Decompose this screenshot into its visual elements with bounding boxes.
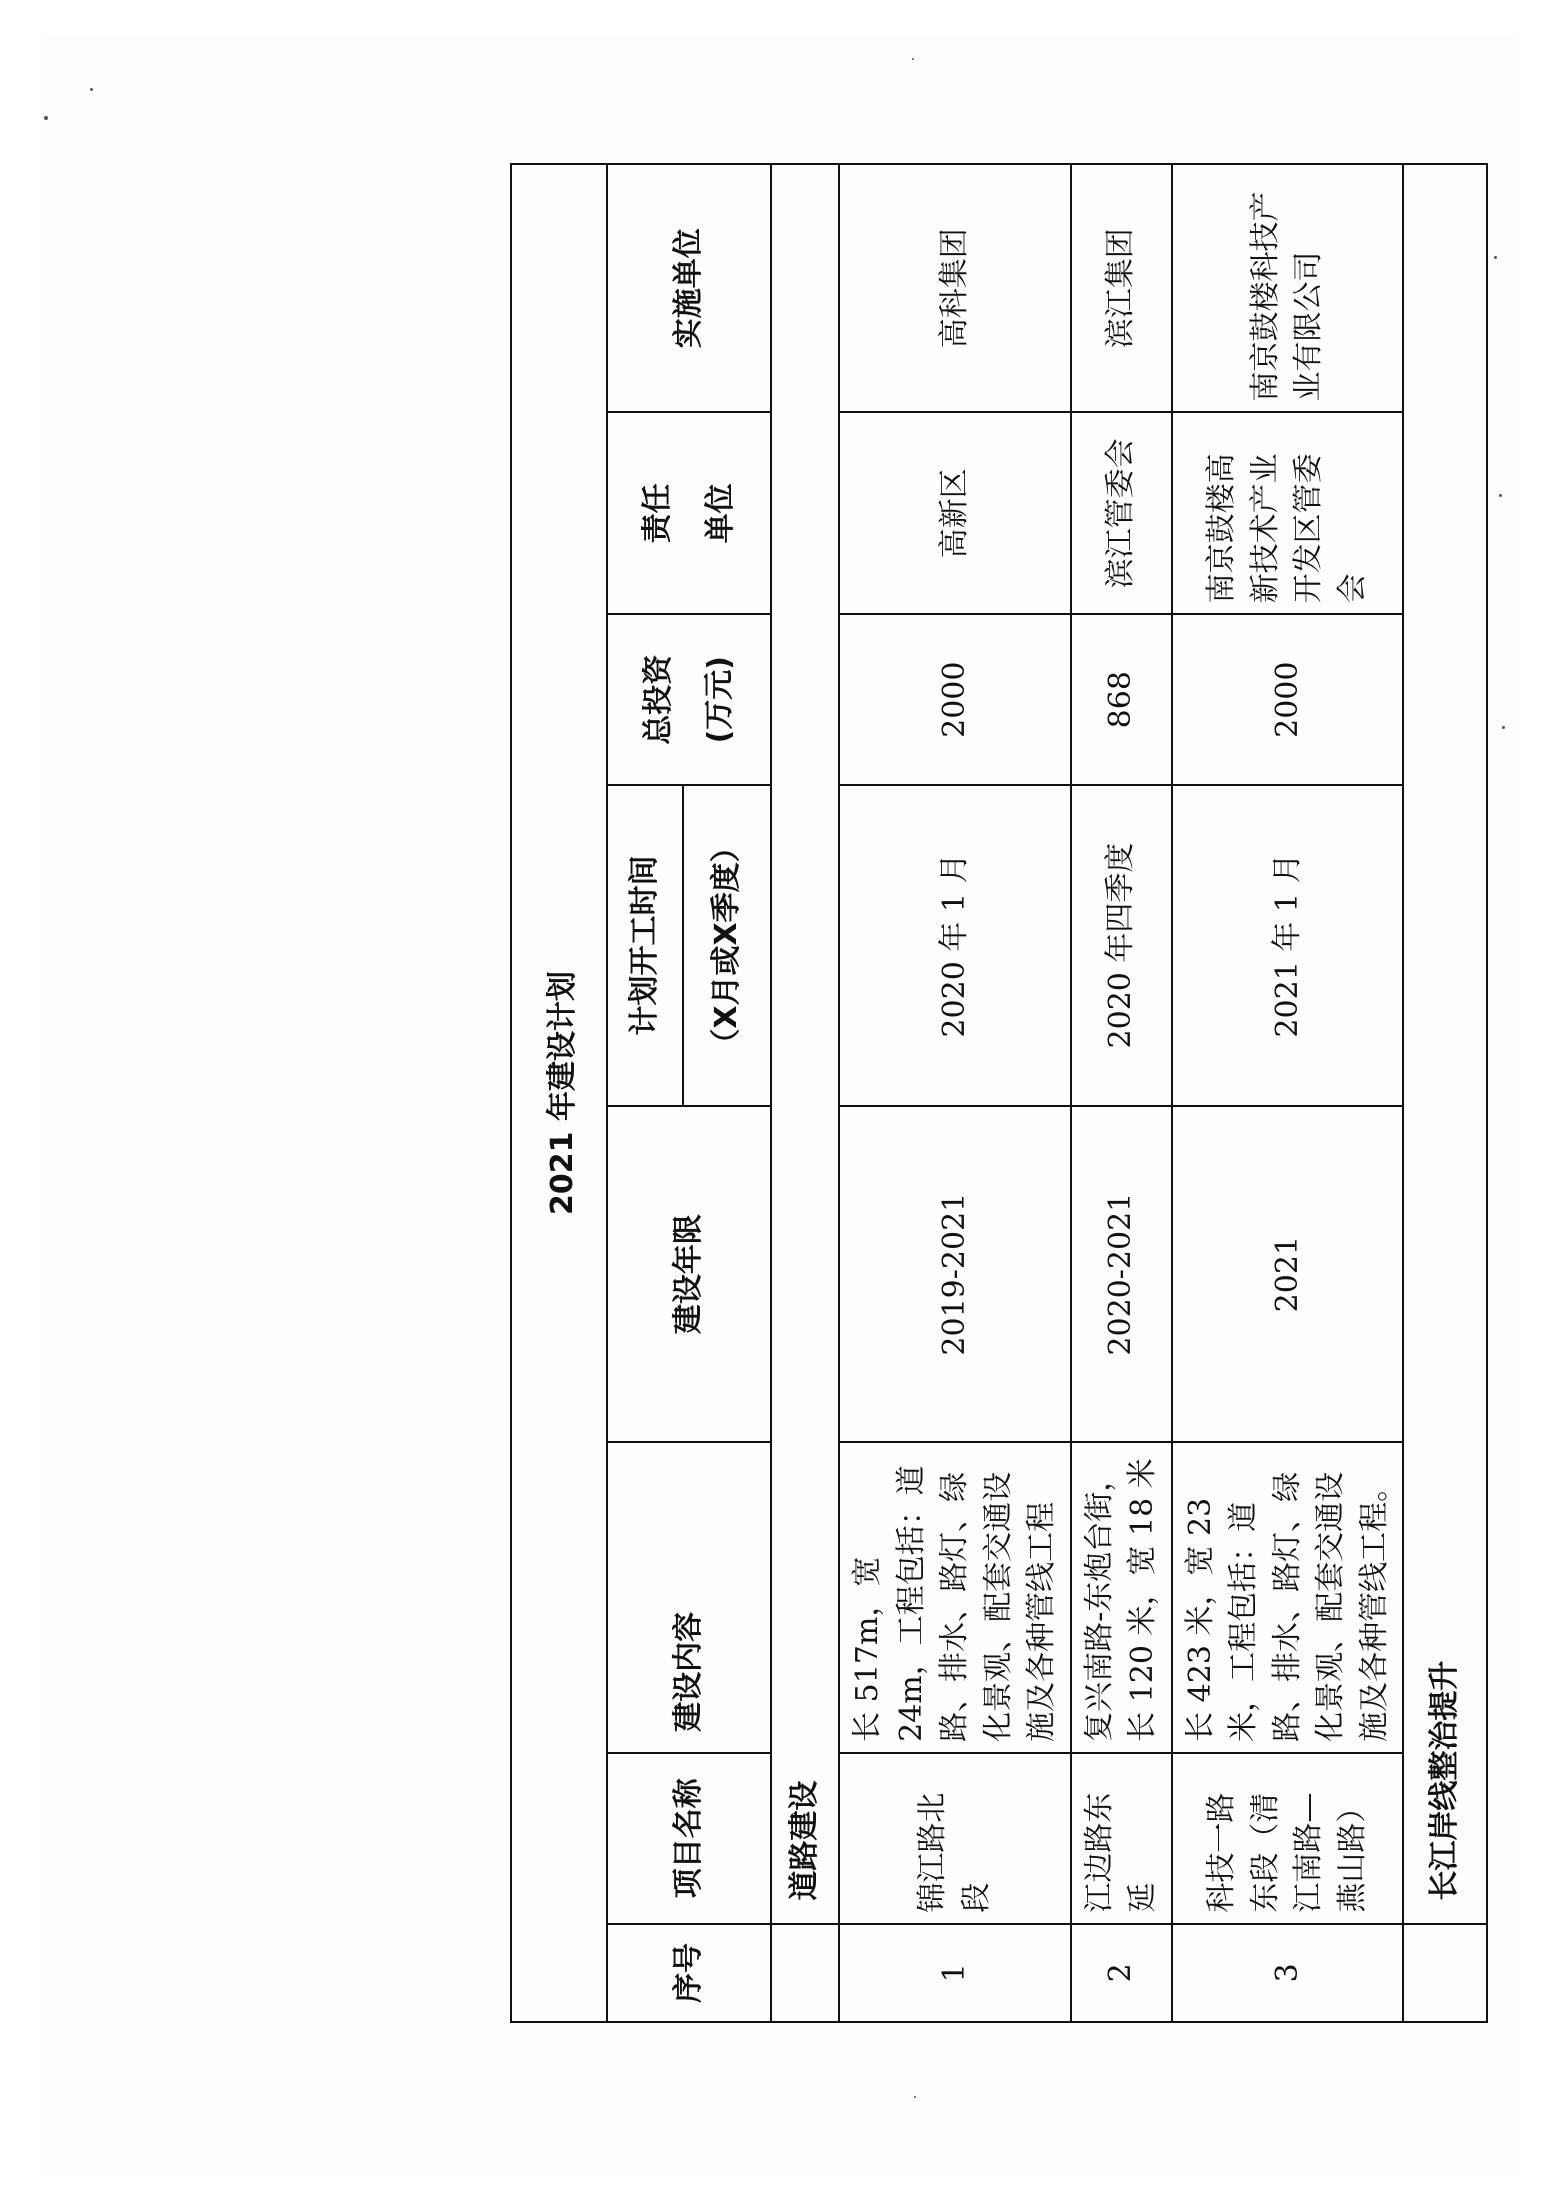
row2-start: 2020 年四季度: [1071, 785, 1172, 1106]
header-row: [607, 164, 683, 2022]
header-responsible-line2: 单位: [703, 483, 738, 544]
row3-start: 2021 年 1 月: [1172, 785, 1404, 1106]
section-road-title: 道路建设: [771, 164, 839, 1924]
header-start-time: 计划开工时间: [607, 785, 683, 1106]
row1-implementer: 高科集团: [839, 164, 1071, 412]
header-implementing-unit: 实施单位: [607, 164, 771, 412]
header-investment-unit: (万元): [702, 656, 737, 744]
table-row: [1071, 164, 1172, 2022]
row2-content: 复兴南路-东炮台街，长 120 米，宽 18 米: [1071, 1442, 1172, 1753]
rotated-table-container: [510, 163, 1520, 2023]
construction-plan-table: [606, 163, 1488, 2023]
row2-implementer: 滨江集团: [1071, 164, 1172, 412]
section-yangtze-seq: [1403, 1924, 1487, 2022]
header-period: 建设年限: [607, 1106, 771, 1442]
section-row-road: [771, 164, 839, 2022]
document-title: 2021 年建设计划: [510, 163, 606, 2023]
scan-speck: [912, 58, 914, 60]
row1-investment: 2000: [839, 614, 1071, 785]
row1-content: 长 517m，宽 24m，工程包括：道路、排水、路灯、绿化景观、配套交通设施及各种管线工程: [839, 1442, 1071, 1753]
header-project-name: 项目名称: [607, 1753, 771, 1924]
header-responsible-line1: 责任: [639, 483, 675, 544]
table-row: [1172, 164, 1404, 2022]
row2-name: 江边路东延: [1071, 1753, 1172, 1924]
row2-seq: 2: [1071, 1924, 1172, 2022]
header-responsible-unit: [607, 412, 771, 614]
row1-seq: 1: [839, 1924, 1071, 2022]
scan-speck: [90, 88, 93, 91]
row3-implementer: 南京鼓楼科技产业有限公司: [1172, 164, 1404, 412]
row3-investment: 2000: [1172, 614, 1404, 785]
scan-speck: [44, 116, 48, 120]
section-row-yangtze: [1403, 164, 1487, 2022]
header-investment: [607, 614, 771, 785]
row3-content: 长 423 米，宽 23 米，工程包括：道路、排水、路灯、绿化景观、配套交通设施及各种管线工程。: [1172, 1442, 1404, 1753]
row1-start: 2020 年 1 月: [839, 785, 1071, 1106]
row2-responsible: 滨江管委会: [1071, 412, 1172, 614]
header-investment-label: 总投资: [640, 654, 676, 745]
section-road-seq: [771, 1924, 839, 2022]
row3-name: 科技一路东段（清江南路—燕山路）: [1172, 1753, 1404, 1924]
section-yangtze-title: 长江岸线整治提升: [1403, 164, 1487, 1924]
header-seq: 序号: [607, 1924, 771, 2022]
row2-period: 2020-2021: [1071, 1106, 1172, 1442]
row3-responsible: 南京鼓楼高新技术产业开发区管委会: [1172, 412, 1404, 614]
row1-name: 锦江路北段: [839, 1753, 1071, 1924]
row2-investment: 868: [1071, 614, 1172, 785]
table-row: [839, 164, 1071, 2022]
scan-speck: [914, 2096, 916, 2098]
header-start-time-sub: （X月或X季度）: [683, 785, 771, 1106]
row1-period: 2019-2021: [839, 1106, 1071, 1442]
row1-responsible: 高新区: [839, 412, 1071, 614]
row3-seq: 3: [1172, 1924, 1404, 2022]
header-content: 建设内容: [607, 1442, 771, 1753]
row3-period: 2021: [1172, 1106, 1404, 1442]
